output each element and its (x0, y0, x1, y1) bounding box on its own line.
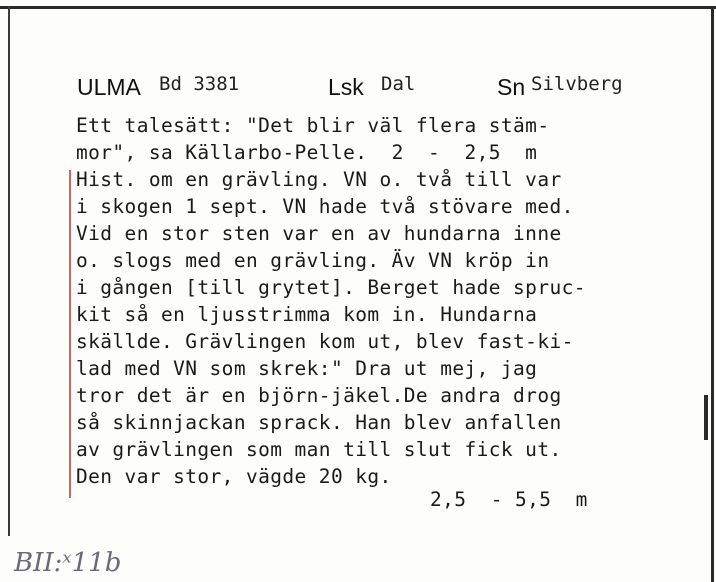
text-line: i gången [till grytet]. Berget hade spruc- (76, 276, 586, 299)
text-line: Ett talesätt: "Det blir väl flera stäm- (76, 114, 550, 137)
parish-value: Dal (381, 73, 416, 95)
card-right-border (711, 6, 714, 582)
handwritten-note: BII:ˣ11b (14, 548, 122, 578)
parish-label: Lsk (328, 74, 364, 100)
margin-line (69, 170, 71, 498)
text-line: kit så en ljusstrimma kom in. Hundarna (76, 303, 538, 326)
text-line: av grävlingen som man till slut fick ut. (76, 438, 562, 461)
text-line: i skogen 1 sept. VN hade två stövare med. (76, 195, 574, 218)
text-line: så skinnjackan sprack. Han blev anfallen (76, 411, 562, 434)
archive-value: Bd 3381 (159, 73, 240, 95)
measurement-note: 2,5 - 5,5 m (430, 488, 588, 511)
text-line: Vid en stor sten var en av hundarna inne (76, 222, 562, 245)
sn-value: Silvberg (531, 73, 623, 95)
text-line: lad med VN som skrek:" Dra ut mej, jag (76, 357, 538, 380)
card-header (77, 70, 677, 104)
card-edge-mark (704, 395, 708, 440)
sn-label: Sn (497, 74, 526, 100)
text-line: Hist. om en grävling. VN o. två till var (76, 168, 562, 191)
card-top-border (0, 6, 716, 9)
archive-label: ULMA (77, 74, 141, 100)
text-line: mor", sa Källarbo-Pelle. 2 - 2,5 m (76, 141, 538, 164)
text-line: skällde. Grävlingen kom ut, blev fast-ki- (76, 330, 574, 353)
text-line: tror det är en björn-jäkel.De andra drog (76, 384, 562, 407)
card-left-border (8, 6, 10, 536)
card-text (76, 112, 696, 490)
text-line: o. slogs med en grävling. Äv VN kröp in (76, 249, 550, 272)
text-line: Den var stor, vägde 20 kg. (76, 465, 392, 488)
